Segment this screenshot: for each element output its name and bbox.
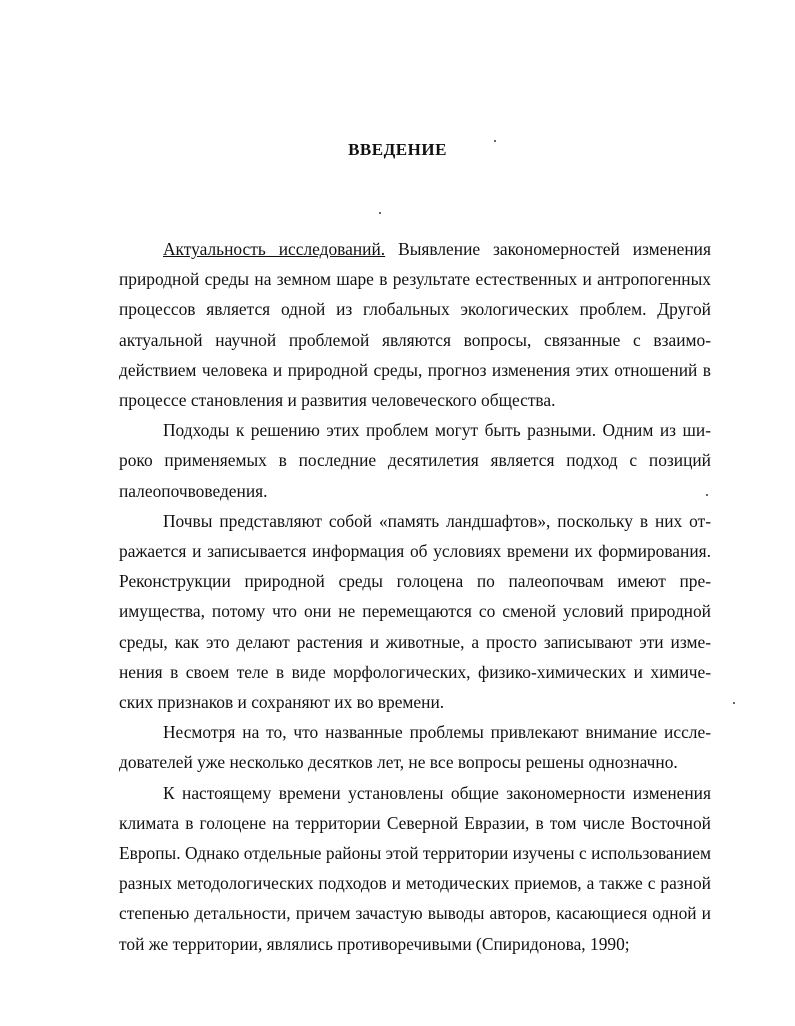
paragraph-4: Несмотря на то, что названные проблемы привлекают внимание исследователей уже несколько десятков лет, не все вопросы решены однозначно.: [119, 722, 711, 773]
body-text: [119, 234, 711, 959]
paragraph-5: К настоящему времени установлены общие закономерности изменения климата в голоцене на территории Северной Евразии, в том числе Восточной Европы. Однако отдельные районы этой территории изучены с использованием разных методологических подходов и методических приемов, а также с разной степенью детальности, причем зачастую выводы авторов, касающиеся одной и той же территории, являлись противоречивыми (Спиридонова, 1990;: [119, 782, 711, 954]
paragraph-2: Подходы к решению этих проблем могут быть разными. Одним из широко применяемых в последние десятилетия является подход с позиций палеопочвоведения.: [119, 420, 711, 501]
paragraph-1: [119, 234, 711, 415]
paragraph-3: Почвы представляют собой «память ландшафтов», поскольку в них отражается и записывается информация об условиях времени их формирования. Реконструкции природной среды голоцена по палеопочвам имеют преимущества, потому что они не перемещаются со сменой условий природной среды, как это делают растения и животные, а просто записывают эти изменения в своем теле в виде морфологических, физико-химических и химических признаков и сохраняют их во времени.: [119, 510, 711, 713]
page-heading: ВВЕДЕНИЕ: [348, 140, 447, 159]
scan-speck: [379, 212, 381, 214]
paragraph-lead: Актуальность исследований.: [163, 239, 386, 259]
paragraph-text: Выявление закономерностей изменения природной среды на земном шаре в результате естественных и антропогенных процессов является одной из глобальных экологических проблем. Другой актуальной научной проблемой являются вопросы, связанные с взаимодействием человека и природной среды, прогноз изменения этих отношений в процессе становления и развития человеческого общества.: [119, 239, 711, 411]
scan-speck: [733, 702, 735, 704]
